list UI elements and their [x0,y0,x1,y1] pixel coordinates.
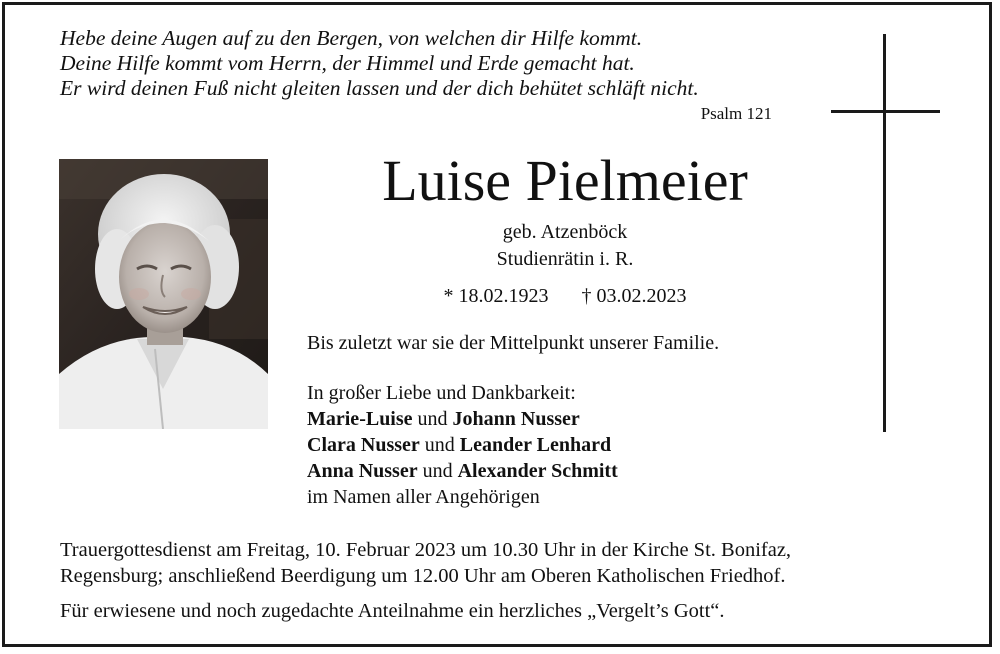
life-dates [300,284,830,308]
mourners-closing: im Namen aller Angehörigen [307,486,540,508]
mourner-name: Anna Nusser [307,460,418,482]
mourner-couple [307,406,618,432]
cross-horizontal-bar [831,110,940,113]
deceased-name: Luise Pielmeier [382,148,748,213]
psalm-line: Deine Hilfe kommt vom Herrn, der Himmel und Erde gemacht hat. [60,51,635,75]
death-date: † 03.02.2023 [581,285,687,307]
mourners-block [307,380,618,510]
mourner-joiner: und [417,408,448,430]
mourners-intro: In großer Liebe und Dankbarkeit: [307,382,576,404]
mourner-joiner: und [422,460,453,482]
mourner-name: Marie-Luise [307,408,413,430]
psalm-line: Hebe deine Augen auf zu den Bergen, von welchen dir Hilfe kommt. [60,26,643,50]
mourner-couple [307,458,618,484]
mourner-name: Johann Nusser [452,408,580,430]
mourner-joiner: und [424,434,455,456]
psalm-verse [60,26,776,101]
professional-title: Studienrätin i. R. [496,248,634,270]
psalm-reference: Psalm 121 [700,104,772,123]
tribute-text: Bis zuletzt war sie der Mittelpunkt unserer Familie. [307,332,720,354]
birth-date: * 18.02.1923 [443,285,549,307]
thanks-text: Für erwiesene und noch zugedachte Anteilnahme ein herzliches „Vergelt’s Gott“. [60,600,725,622]
maiden-name: geb. Atzenböck [502,221,628,243]
mourner-name: Clara Nusser [307,434,420,456]
psalm-line: Er wird deinen Fuß nicht gleiten lassen und der dich behütet schläft nicht. [60,76,699,100]
service-line-1: Trauergottesdienst am Freitag, 10. Februar 2023 um 10.30 Uhr in der Kirche St. Bonifaz, [60,539,792,561]
service-line-2: Regensburg; anschließend Beerdigung um 12.00 Uhr am Oberen Katholischen Friedhof. [60,565,786,587]
portrait-photo [59,159,268,429]
mourner-name: Alexander Schmitt [457,460,618,482]
cross-vertical-bar [883,34,886,432]
mourner-name: Leander Lenhard [459,434,612,456]
mourner-couple [307,432,618,458]
